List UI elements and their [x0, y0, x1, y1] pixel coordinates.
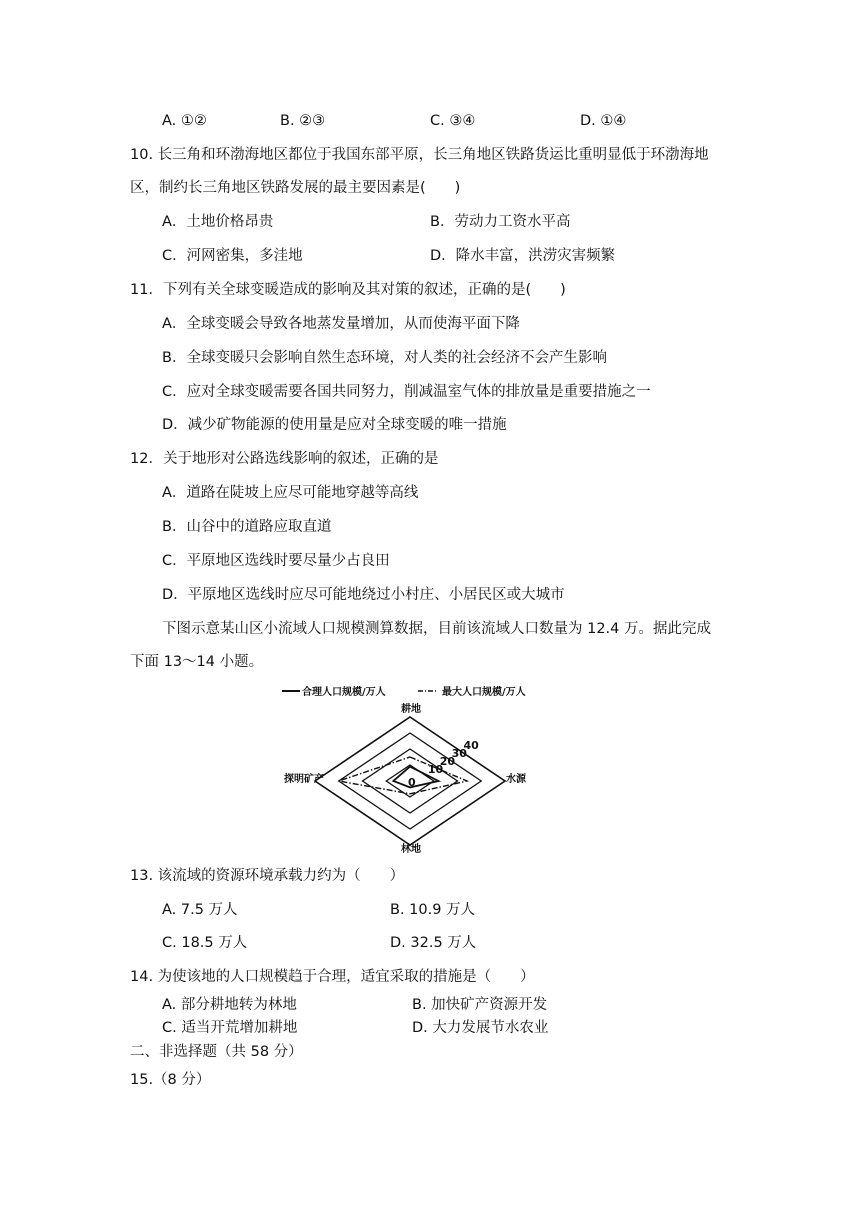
q10-option-d: D．降水丰富，洪涝灾害频繁	[430, 248, 616, 264]
q10-stem-line1: 10. 长三角和环渤海地区都位于我国东部平原，长三角地区铁路货运比重明显低于环渤海地	[130, 147, 709, 163]
q9-option-d: D. ①④	[580, 113, 627, 129]
tick-label-0: 0	[408, 776, 416, 789]
q13-option-a: A. 7.5 万人	[162, 902, 238, 918]
q10-stem-line2: 区，制约长三角地区铁路发展的最主要因素是( )	[130, 180, 461, 196]
tick-label-30: 30	[451, 747, 467, 760]
q11-option-a: A．全球变暖会导致各地蒸发量增加，从而使海平面下降	[162, 316, 520, 332]
section2-heading: 二、非选择题（共 58 分）	[130, 1044, 303, 1060]
axis-label-farmland: 耕地	[401, 704, 421, 715]
q13-option-b: B. 10.9 万人	[390, 902, 476, 918]
q14-option-a: A. 部分耕地转为林地	[162, 997, 297, 1013]
q14-option-d: D. 大力发展节水农业	[412, 1020, 549, 1036]
q13-option-d: D. 32.5 万人	[390, 935, 477, 951]
q12-option-c: C．平原地区选线时要尽量少占良田	[162, 553, 390, 569]
tick-label-10: 10	[427, 763, 444, 776]
q14-option-c: C. 适当开荒增加耕地	[162, 1020, 298, 1036]
q12-option-a: A．道路在陡坡上应尽可能地穿越等高线	[162, 485, 419, 501]
q13-option-c: C. 18.5 万人	[162, 935, 248, 951]
intro-line1: 下图示意某山区小流域人口规模测算数据，目前该流域人口数量为 12.4 万。据此完成	[162, 621, 712, 637]
q10-option-b: B．劳动力工资水平高	[430, 214, 571, 230]
tick-label-20: 20	[439, 755, 456, 768]
q10-option-c: C．河网密集，多洼地	[162, 248, 303, 264]
q11-option-d: D．减少矿物能源的使用量是应对全球变暖的唯一措施	[162, 417, 507, 433]
q11-option-c: C．应对全球变暖需要各国共同努力，削减温室气体的排放量是重要措施之一	[162, 384, 651, 400]
q14-stem: 14. 为使该地的人口规模趋于合理，适宜采取的措施是（ ）	[130, 969, 535, 985]
legend-label-reasonable: 合理人口规模/万人	[302, 687, 386, 698]
q9-option-a: A. ①②	[162, 113, 207, 129]
axis-label-water: 水源	[506, 774, 526, 785]
q13-stem: 13. 该流域的资源环境承载力约为（ ）	[130, 868, 405, 884]
population-radar-chart	[262, 682, 562, 854]
chart-legend	[282, 685, 526, 698]
q12-option-b: B．山谷中的道路应取直道	[162, 519, 332, 535]
q9-option-c: C. ③④	[430, 113, 476, 129]
q9-option-b: B. ②③	[280, 113, 326, 129]
axis-label-forest: 林地	[401, 844, 421, 854]
q14-option-b: B. 加快矿产资源开发	[412, 997, 548, 1013]
axis-label-minerals: 探明矿产	[284, 774, 324, 785]
q12-option-d: D．平原地区选线时应尽可能地绕过小村庄、小居民区或大城市	[162, 587, 565, 603]
q15-heading: 15.（8 分）	[130, 1072, 211, 1088]
q11-stem: 11．下列有关全球变暖造成的影响及其对策的叙述，正确的是( )	[130, 282, 566, 298]
intro-line2: 下面 13～14 小题。	[130, 654, 264, 670]
q12-stem: 12．关于地形对公路选线影响的叙述，正确的是	[130, 451, 439, 467]
q11-option-b: B．全球变暖只会影响自然生态环境，对人类的社会经济不会产生影响	[162, 350, 607, 366]
q10-option-a: A．土地价格昂贵	[162, 214, 274, 230]
tick-label-40: 40	[463, 739, 479, 752]
legend-label-max: 最大人口规模/万人	[442, 687, 526, 698]
